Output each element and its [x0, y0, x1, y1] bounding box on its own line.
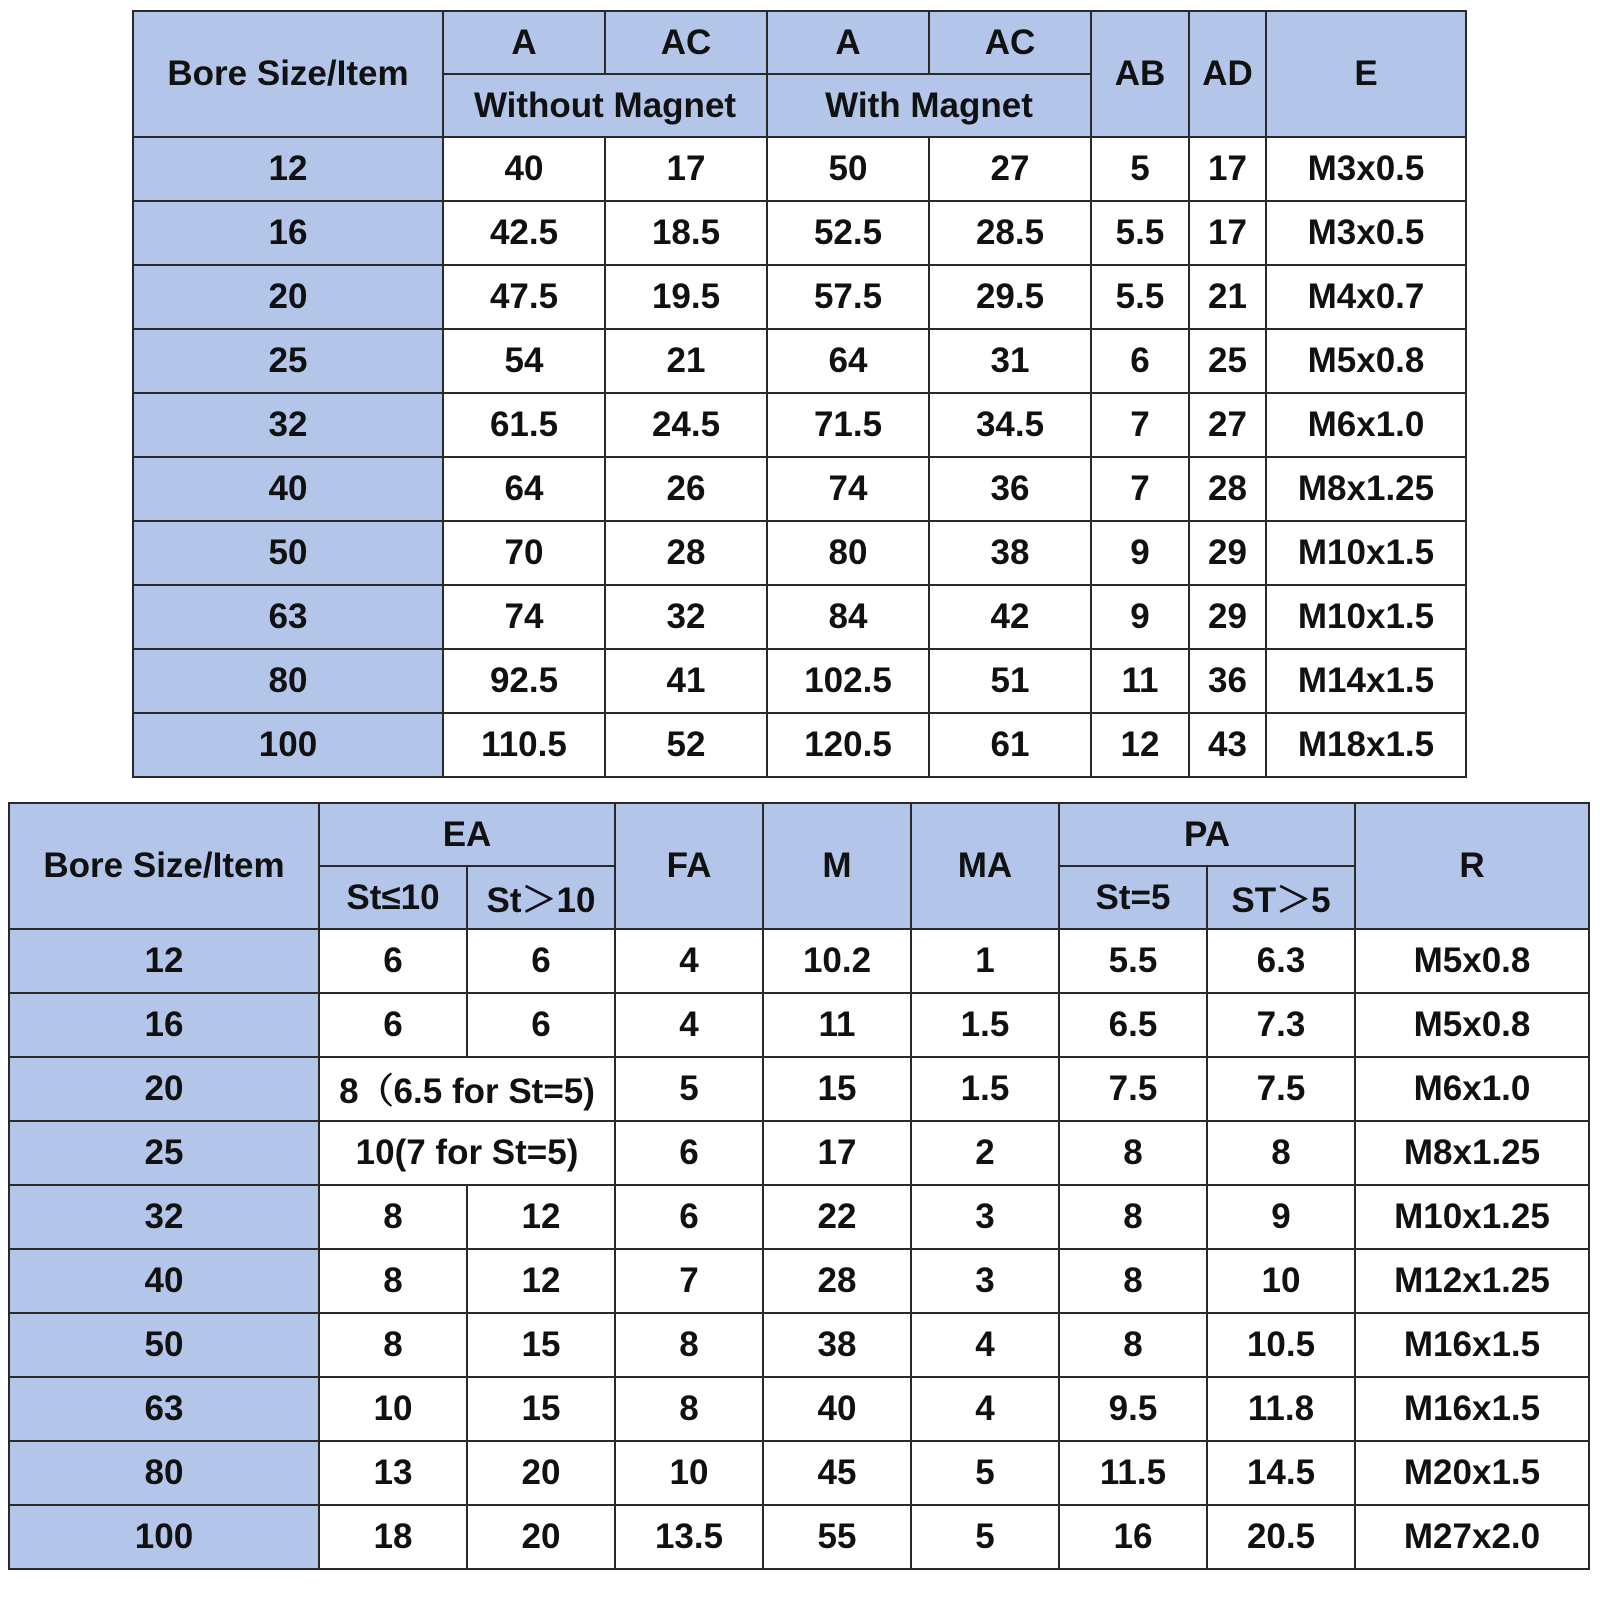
table-row [133, 713, 1466, 777]
table-cell: 10 [319, 1377, 467, 1441]
table-cell: 25 [1189, 329, 1266, 393]
table-cell: M3x0.5 [1266, 201, 1466, 265]
table-row [133, 585, 1466, 649]
col-header-fa: FA [615, 803, 763, 929]
table-cell: 8 [1207, 1121, 1355, 1185]
table-row [9, 929, 1589, 993]
table-cell: 28 [605, 521, 767, 585]
table-cell: 54 [443, 329, 605, 393]
table-cell: M10x1.25 [1355, 1185, 1589, 1249]
table-cell: 10.5 [1207, 1313, 1355, 1377]
sub-header-pa-st-5: St=5 [1059, 866, 1207, 929]
bore-size-cell: 32 [133, 393, 443, 457]
table-cell: 51 [929, 649, 1091, 713]
bore-size-cell: 12 [9, 929, 319, 993]
table-cell: 7 [615, 1249, 763, 1313]
table-cell: 7.5 [1207, 1057, 1355, 1121]
bore-size-cell: 80 [9, 1441, 319, 1505]
table-row [133, 649, 1466, 713]
table-cell: 8 [319, 1313, 467, 1377]
table-cell: 18 [319, 1505, 467, 1569]
table-cell: 9.5 [1059, 1377, 1207, 1441]
table-cell: 8 [1059, 1185, 1207, 1249]
table-row [133, 137, 1466, 201]
table-cell: M3x0.5 [1266, 137, 1466, 201]
table-cell: M16x1.5 [1355, 1377, 1589, 1441]
table-cell: 84 [767, 585, 929, 649]
table-cell: 14.5 [1207, 1441, 1355, 1505]
bore-size-cell: 100 [133, 713, 443, 777]
bore-size-cell: 40 [9, 1249, 319, 1313]
table-cell: 5 [1091, 137, 1189, 201]
table-cell: M20x1.5 [1355, 1441, 1589, 1505]
table-cell: M27x2.0 [1355, 1505, 1589, 1569]
table-cell: M5x0.8 [1266, 329, 1466, 393]
table-row [9, 1249, 1589, 1313]
bore-size-cell: 12 [133, 137, 443, 201]
table-cell: 52.5 [767, 201, 929, 265]
table-cell: M6x1.0 [1266, 393, 1466, 457]
table-cell: 17 [605, 137, 767, 201]
table-cell: 6 [615, 1185, 763, 1249]
table-cell: 28.5 [929, 201, 1091, 265]
col-header-a-with: A [767, 11, 929, 74]
table-cell: 16 [1059, 1505, 1207, 1569]
table-cell: 5 [615, 1057, 763, 1121]
table-cell: M12x1.25 [1355, 1249, 1589, 1313]
table-cell: M4x0.7 [1266, 265, 1466, 329]
table-cell: 70 [443, 521, 605, 585]
table-cell: M14x1.5 [1266, 649, 1466, 713]
bore-size-cell: 50 [9, 1313, 319, 1377]
table-cell: 8（6.5 for St=5) [319, 1057, 615, 1121]
table-cell: 20 [467, 1505, 615, 1569]
table-cell: 45 [763, 1441, 911, 1505]
table-cell: 42.5 [443, 201, 605, 265]
dimension-table-2 [8, 802, 1590, 1570]
table-cell: 11 [763, 993, 911, 1057]
table-row [9, 1505, 1589, 1569]
table-cell: 26 [605, 457, 767, 521]
table-cell: 80 [767, 521, 929, 585]
table-cell: 40 [443, 137, 605, 201]
table-cell: 15 [763, 1057, 911, 1121]
table-cell: M8x1.25 [1355, 1121, 1589, 1185]
table-row [9, 1441, 1589, 1505]
table-cell: 5.5 [1091, 201, 1189, 265]
table-cell: 3 [911, 1249, 1059, 1313]
table-cell: 61 [929, 713, 1091, 777]
table-cell: 13.5 [615, 1505, 763, 1569]
table-cell: 6 [1091, 329, 1189, 393]
table-cell: 29 [1189, 521, 1266, 585]
table-cell: M6x1.0 [1355, 1057, 1589, 1121]
table-row [133, 329, 1466, 393]
table-cell: 17 [1189, 201, 1266, 265]
col-header-ab: AB [1091, 11, 1189, 137]
bore-size-cell: 50 [133, 521, 443, 585]
table-row [133, 393, 1466, 457]
table-row [133, 457, 1466, 521]
table-row [9, 1313, 1589, 1377]
table-cell: 8 [319, 1249, 467, 1313]
table-cell: 47.5 [443, 265, 605, 329]
table-cell: 8 [319, 1185, 467, 1249]
sub-header-ea-st-le-10: St≤10 [319, 866, 467, 929]
table-cell: 36 [1189, 649, 1266, 713]
table-cell: 19.5 [605, 265, 767, 329]
table-cell: 52 [605, 713, 767, 777]
table-cell: 34.5 [929, 393, 1091, 457]
table-cell: 32 [605, 585, 767, 649]
bore-size-header: Bore Size/Item [9, 803, 319, 929]
table-cell: M10x1.5 [1266, 585, 1466, 649]
table-cell: 1 [911, 929, 1059, 993]
table-cell: 22 [763, 1185, 911, 1249]
table-cell: 7 [1091, 393, 1189, 457]
table-cell: 74 [443, 585, 605, 649]
table-cell: 17 [763, 1121, 911, 1185]
bore-size-cell: 25 [9, 1121, 319, 1185]
table-cell: 13 [319, 1441, 467, 1505]
table-cell: 55 [763, 1505, 911, 1569]
bore-size-cell: 32 [9, 1185, 319, 1249]
table-cell: 20.5 [1207, 1505, 1355, 1569]
col-header-a-without: A [443, 11, 605, 74]
table-cell: 27 [929, 137, 1091, 201]
table-cell: 21 [605, 329, 767, 393]
table-cell: 57.5 [767, 265, 929, 329]
table-cell: 15 [467, 1377, 615, 1441]
table-cell: 41 [605, 649, 767, 713]
table-cell: 7 [1091, 457, 1189, 521]
table-cell: 92.5 [443, 649, 605, 713]
bore-size-cell: 20 [9, 1057, 319, 1121]
bore-size-header: Bore Size/Item [133, 11, 443, 137]
col-header-ad: AD [1189, 11, 1266, 137]
table-cell: 10.2 [763, 929, 911, 993]
table-cell: 43 [1189, 713, 1266, 777]
table-cell: 6 [319, 993, 467, 1057]
table-cell: 10 [615, 1441, 763, 1505]
table-cell: 11 [1091, 649, 1189, 713]
table-cell: 4 [911, 1377, 1059, 1441]
table-cell: 15 [467, 1313, 615, 1377]
table-cell: 9 [1091, 521, 1189, 585]
table-cell: M10x1.5 [1266, 521, 1466, 585]
table-cell: 24.5 [605, 393, 767, 457]
dimension-table-1 [132, 10, 1467, 778]
table-row [133, 265, 1466, 329]
table-cell: M18x1.5 [1266, 713, 1466, 777]
table-cell: 27 [1189, 393, 1266, 457]
table-cell: M8x1.25 [1266, 457, 1466, 521]
group-header-without-magnet: Without Magnet [443, 74, 767, 137]
table-cell: 110.5 [443, 713, 605, 777]
table-cell: M5x0.8 [1355, 929, 1589, 993]
bore-size-cell: 80 [133, 649, 443, 713]
table-row [9, 993, 1589, 1057]
table-cell: 12 [1091, 713, 1189, 777]
table-cell: 64 [767, 329, 929, 393]
table-cell: 4 [911, 1313, 1059, 1377]
table-cell: 3 [911, 1185, 1059, 1249]
table-row [9, 1185, 1589, 1249]
table-cell: M16x1.5 [1355, 1313, 1589, 1377]
table-cell: 1.5 [911, 1057, 1059, 1121]
table-cell: 64 [443, 457, 605, 521]
table-cell: 6 [467, 929, 615, 993]
table-cell: 8 [1059, 1313, 1207, 1377]
col-header-ac-with: AC [929, 11, 1091, 74]
table-cell: 9 [1091, 585, 1189, 649]
table-cell: 17 [1189, 137, 1266, 201]
table-cell: 29.5 [929, 265, 1091, 329]
table-cell: 42 [929, 585, 1091, 649]
table-row [9, 1057, 1589, 1121]
bore-size-cell: 16 [9, 993, 319, 1057]
table-cell: 6 [615, 1121, 763, 1185]
table-cell: 8 [1059, 1249, 1207, 1313]
bore-size-cell: 63 [9, 1377, 319, 1441]
col-header-pa: PA [1059, 803, 1355, 866]
table-row [9, 1377, 1589, 1441]
col-header-ma: MA [911, 803, 1059, 929]
table-cell: 120.5 [767, 713, 929, 777]
table-cell: 12 [467, 1185, 615, 1249]
table-cell: 5 [911, 1505, 1059, 1569]
bore-size-cell: 63 [133, 585, 443, 649]
table-cell: 7.5 [1059, 1057, 1207, 1121]
table-cell: 36 [929, 457, 1091, 521]
col-header-e: E [1266, 11, 1466, 137]
table-cell: 40 [763, 1377, 911, 1441]
table-cell: 6.5 [1059, 993, 1207, 1057]
table-cell: 38 [929, 521, 1091, 585]
table-cell: 38 [763, 1313, 911, 1377]
col-header-ea: EA [319, 803, 615, 866]
table-cell: 102.5 [767, 649, 929, 713]
table-cell: 9 [1207, 1185, 1355, 1249]
sub-header-ea-st-gt-10: St＞10 [467, 866, 615, 929]
table-cell: 11.8 [1207, 1377, 1355, 1441]
table-cell: 4 [615, 993, 763, 1057]
table-cell: 28 [1189, 457, 1266, 521]
table-cell: 5.5 [1059, 929, 1207, 993]
table-cell: 4 [615, 929, 763, 993]
table-row [133, 521, 1466, 585]
col-header-m: M [763, 803, 911, 929]
table-cell: 21 [1189, 265, 1266, 329]
table-cell: 10(7 for St=5) [319, 1121, 615, 1185]
table-cell: 2 [911, 1121, 1059, 1185]
table-cell: 8 [615, 1377, 763, 1441]
table-cell: 50 [767, 137, 929, 201]
bore-size-cell: 20 [133, 265, 443, 329]
table-cell: 5.5 [1091, 265, 1189, 329]
table-cell: 20 [467, 1441, 615, 1505]
col-header-ac-without: AC [605, 11, 767, 74]
table-cell: 8 [1059, 1121, 1207, 1185]
table-cell: 18.5 [605, 201, 767, 265]
table-cell: 8 [615, 1313, 763, 1377]
bore-size-cell: 16 [133, 201, 443, 265]
sub-header-pa-st-gt-5: ST＞5 [1207, 866, 1355, 929]
table-cell: 6.3 [1207, 929, 1355, 993]
table-cell: 28 [763, 1249, 911, 1313]
col-header-r: R [1355, 803, 1589, 929]
table-cell: 6 [467, 993, 615, 1057]
table-cell: 1.5 [911, 993, 1059, 1057]
table-cell: 11.5 [1059, 1441, 1207, 1505]
table-cell: 5 [911, 1441, 1059, 1505]
table-cell: 61.5 [443, 393, 605, 457]
table-cell: 74 [767, 457, 929, 521]
table-row [133, 201, 1466, 265]
table-cell: 71.5 [767, 393, 929, 457]
group-header-with-magnet: With Magnet [767, 74, 1091, 137]
table-cell: 31 [929, 329, 1091, 393]
table-cell: 7.3 [1207, 993, 1355, 1057]
table-cell: 12 [467, 1249, 615, 1313]
table-cell: 29 [1189, 585, 1266, 649]
table-row [9, 1121, 1589, 1185]
bore-size-cell: 100 [9, 1505, 319, 1569]
bore-size-cell: 25 [133, 329, 443, 393]
bore-size-cell: 40 [133, 457, 443, 521]
table-cell: 10 [1207, 1249, 1355, 1313]
table-cell: M5x0.8 [1355, 993, 1589, 1057]
table-cell: 6 [319, 929, 467, 993]
